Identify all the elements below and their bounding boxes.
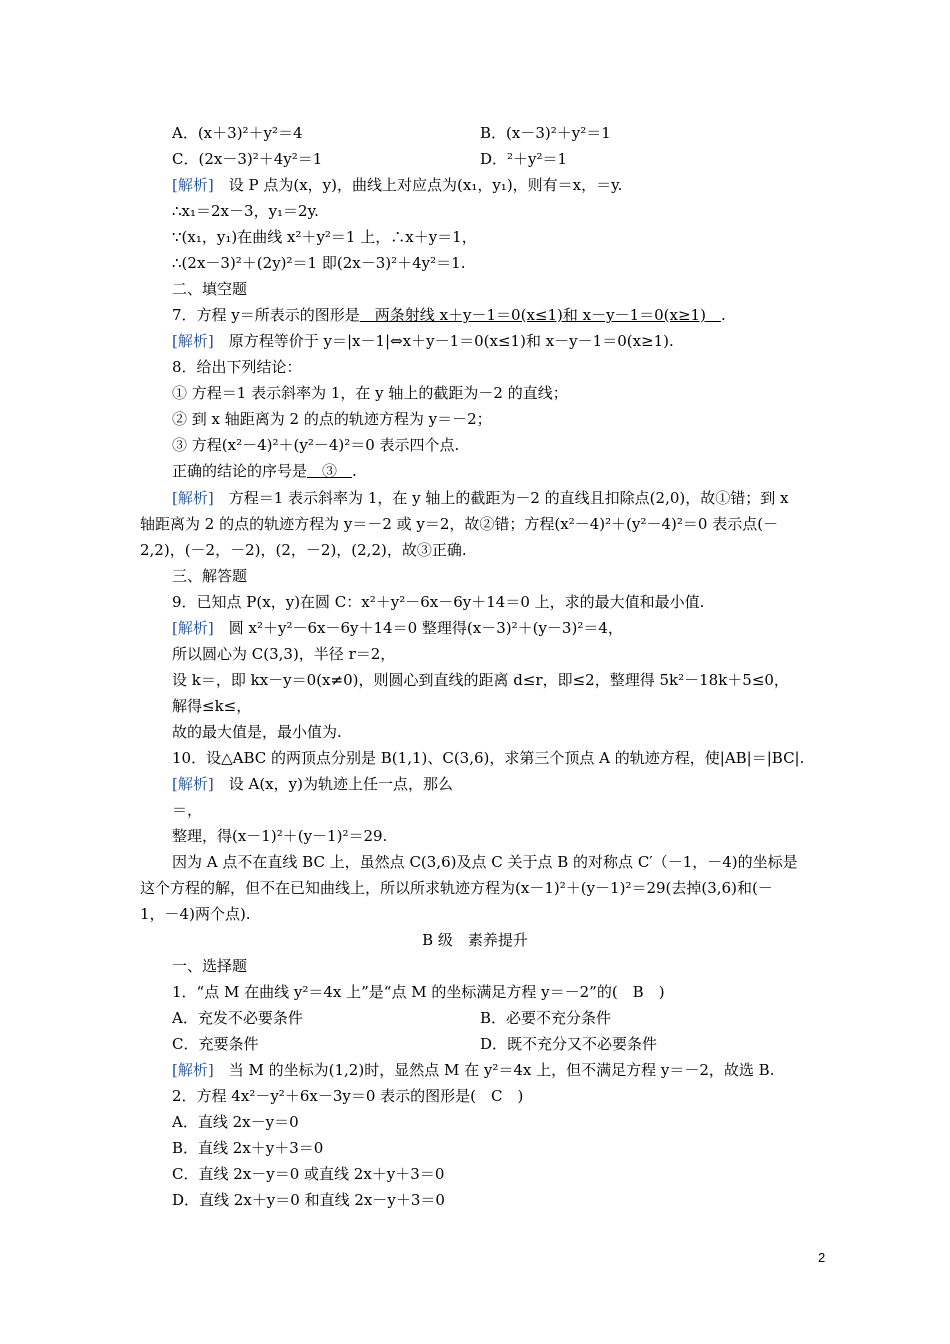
solution-text: 方程＝1 表示斜率为 1，在 y 轴上的截距为－2 的直线且扣除点(2,0)，故①错；到 x	[228, 489, 789, 507]
question-text: 正确的结论的序号是	[172, 462, 308, 480]
option-c: C．直线 2x－y＝0 或直线 2x＋y＋3＝0	[172, 1165, 445, 1183]
section-heading-answer: 三、解答题	[172, 567, 248, 585]
solution-9-line-2: 所以圆心为 C(3,3)，半径 r＝2，	[172, 645, 396, 663]
option-b: B．(x－3)²＋y²＝1	[480, 124, 611, 142]
question-8-stem: 8．给出下列结论：	[172, 358, 302, 376]
solution-tag: [解析]	[172, 619, 214, 637]
option-b: B．直线 2x＋y＋3＝0	[172, 1139, 324, 1157]
solution-10-line-3: 整理，得(x－1)²＋(y－1)²＝29.	[172, 827, 388, 845]
question-8-item-1: ① 方程＝1 表示斜率为 1，在 y 轴上的截距为－2 的直线；	[172, 384, 568, 402]
solution-tag: [解析]	[172, 332, 214, 350]
option-b: B．必要不充分条件	[480, 1009, 612, 1027]
solution-10-line-2: ＝，	[172, 801, 203, 819]
solution-8-line-1	[172, 488, 788, 508]
level-b-heading: B 级 素养提升	[422, 931, 528, 949]
section-heading-choice: 一、选择题	[172, 957, 248, 975]
solution-10-line-4: 因为 A 点不在直线 BC 上，虽然点 C(3,6)及点 C 关于点 B 的对称点 C′（－1，－4)的坐标是	[172, 853, 798, 871]
question-text: .	[352, 462, 357, 480]
question-9: 9．已知点 P(x，y)在圆 C：x²＋y²－6x－6y＋14＝0 上，求的最大值和最小值.	[172, 593, 705, 611]
solution-tag: [解析]	[172, 1061, 214, 1079]
question-b2: 2．方程 4x²－y²＋6x－3y＝0 表示的图形是( C )	[172, 1087, 524, 1105]
solution-6-line-2: ∴x₁＝2x－3，y₁＝2y.	[172, 202, 319, 220]
solution-b1	[172, 1060, 774, 1080]
option-d: D．直线 2x＋y＝0 和直线 2x－y＋3＝0	[172, 1191, 445, 1209]
solution-text: 当 M 的坐标为(1,2)时，显然点 M 在 y²＝4x 上，但不满足方程 y＝－2，故选 B.	[228, 1061, 775, 1079]
solution-text: 圆 x²＋y²－6x－6y＋14＝0 整理得(x－3)²＋(y－3)²＝4，	[228, 619, 623, 637]
option-c: C．充要条件	[172, 1035, 259, 1053]
solution-8-line-2: 轴距离为 2 的点的轨迹方程为 y＝－2 或 y＝2，故②错；方程(x²－4)²＋(y²－4)²＝0 表示点(－	[140, 515, 779, 533]
question-8-item-3: ③ 方程(x²－4)²＋(y²－4)²＝0 表示四个点.	[172, 436, 460, 454]
solution-6-line-1	[172, 175, 622, 195]
solution-text: 设 P 点为(x，y)，曲线上对应点为(x₁，y₁)，则有＝x，＝y.	[228, 176, 623, 194]
solution-7	[172, 331, 674, 351]
question-8-item-2: ② 到 x 轴距离为 2 的点的轨迹方程为 y＝－2；	[172, 410, 492, 428]
question-8-conclusion	[172, 461, 357, 481]
option-d: D．²＋y²＝1	[480, 150, 568, 168]
solution-10-line-5: 这个方程的解，但不在已知曲线上，所以所求轨迹方程为(x－1)²＋(y－1)²＝29(去掉(3,6)和(－	[140, 879, 773, 897]
option-a: A．充发不必要条件	[172, 1009, 303, 1027]
solution-9-line-5: 故的最大值是，最小值为.	[172, 723, 342, 741]
solution-text: 设 A(x，y)为轨迹上任一点，那么	[228, 775, 453, 793]
solution-tag: [解析]	[172, 489, 214, 507]
page-number: 2	[818, 1250, 826, 1265]
question-10: 10．设△ABC 的两顶点分别是 B(1,1)、C(3,6)，求第三个顶点 A 的轨迹方程，使|AB|＝|BC|.	[172, 749, 805, 767]
solution-6-line-4: ∴(2x－3)²＋(2y)²＝1 即(2x－3)²＋4y²＝1.	[172, 254, 466, 272]
solution-tag: [解析]	[172, 775, 214, 793]
solution-6-line-3: ∵(x₁，y₁)在曲线 x²＋y²＝1 上，∴x＋y＝1，	[172, 228, 477, 246]
section-heading-fill: 二、填空题	[172, 280, 248, 298]
solution-9-line-4: 解得≤k≤，	[172, 697, 252, 715]
answer-blank: 两条射线 x＋y－1＝0(x≤1)和 x－y－1＝0(x≥1)	[359, 306, 721, 324]
option-a: A．(x＋3)²＋y²＝4	[172, 124, 303, 142]
option-d: D．既不充分又不必要条件	[480, 1035, 658, 1053]
solution-8-line-3: 2,2)，(－2，－2)，(2，－2)，(2,2)，故③正确.	[140, 541, 467, 559]
solution-10-line-1	[172, 774, 453, 794]
solution-9-line-1	[172, 618, 623, 638]
option-c: C．(2x－3)²＋4y²＝1	[172, 150, 323, 168]
question-7	[172, 305, 726, 325]
option-a: A．直线 2x－y＝0	[172, 1113, 299, 1131]
question-b1: 1．“点 M 在曲线 y²＝4x 上”是“点 M 的坐标满足方程 y＝－2”的( B )	[172, 983, 665, 1001]
solution-text: 原方程等价于 y＝|x－1|⇔x＋y－1＝0(x≤1)和 x－y－1＝0(x≥1).	[228, 332, 674, 350]
solution-10-line-6: 1，－4)两个点).	[140, 905, 251, 923]
solution-9-line-3: 设 k＝，即 kx－y＝0(x≠0)，则圆心到直线的距离 d≤r，即≤2，整理得 5k²－18k＋5≤0，	[172, 671, 789, 689]
question-text: .	[720, 306, 726, 324]
question-text: 7．方程 y＝所表示的图形是	[172, 306, 360, 324]
answer-blank: ③	[307, 462, 353, 480]
solution-tag: [解析]	[172, 176, 214, 194]
